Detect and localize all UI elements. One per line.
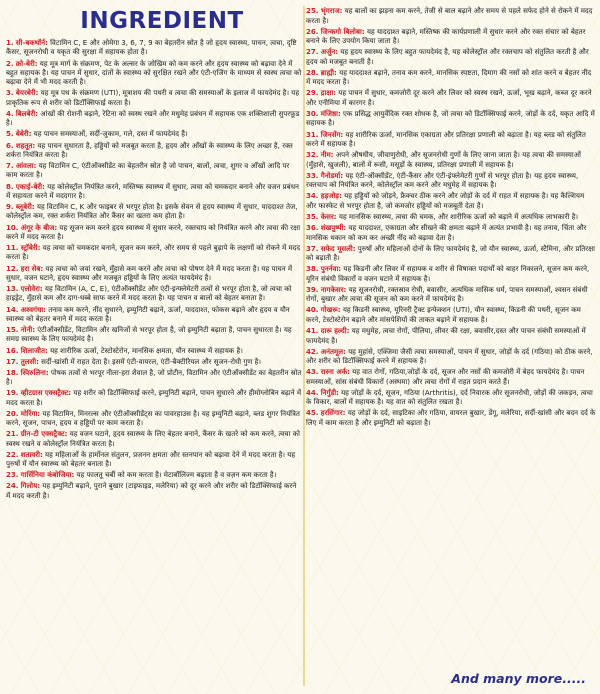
ingredient-number: 14. bbox=[6, 304, 19, 314]
ingredient-item bbox=[6, 346, 302, 355]
ingredient-description: यह फालतू चर्बी को कम करता है। मेटाबॉलिज्म बढ़ाता है व वज़न कम करता है। bbox=[74, 470, 277, 480]
ingredient-name: क्रो-बेरी: bbox=[15, 58, 38, 68]
ingredient-number: 35. bbox=[306, 211, 319, 221]
ingredient-item bbox=[306, 223, 596, 242]
ingredient-number: 22. bbox=[6, 449, 19, 459]
ingredient-name: शिलाजीत: bbox=[20, 345, 48, 355]
ingredient-number: 40. bbox=[306, 305, 319, 315]
ingredient-description: यह वजन घटाने, हृदय स्वास्थ्य के लिए बेहतर बनाने, कैंसर के खतरे को कम करने, त्वचा को स्वस्थ रखने व कोलेस्ट्रॉल नियंत्रित करता है। bbox=[6, 429, 300, 448]
ingredient-number: 2. bbox=[6, 58, 14, 68]
ingredient-name: जिन्कगो बिलोबा: bbox=[320, 26, 365, 36]
ingredient-name: द्राक्षा: bbox=[320, 88, 336, 98]
ingredient-item bbox=[6, 409, 302, 428]
ingredient-description: यह याददाश्त, एकाग्रता और सीखने की क्षमता बढ़ाने में अत्यंत प्रभावी है। यह तनाव, चिंता और मानसिक थकान को कम कर अच्छी नींद को बढ़ावा देता है। bbox=[306, 223, 587, 242]
ingredient-number: 19. bbox=[6, 388, 19, 398]
ingredient-item bbox=[306, 109, 596, 128]
ingredient-number: 12. bbox=[6, 263, 19, 273]
ingredient-name: शंखपुष्पी: bbox=[320, 223, 347, 233]
ingredient-name: शहतूत: bbox=[15, 140, 36, 150]
ingredient-number: 29. bbox=[306, 88, 319, 98]
ingredient-item bbox=[6, 470, 302, 479]
ingredient-number: 28. bbox=[306, 67, 319, 77]
ingredient-item bbox=[306, 150, 596, 169]
ingredient-number: 7. bbox=[6, 161, 14, 170]
ingredient-description: यह शारीरिक ऊर्जा, मानसिक एकाग्रता और प्रतिरक्षा प्रणाली को बढ़ाता है। यह ब्लड को संतुलित करने में सहायक है। bbox=[306, 129, 586, 149]
ingredient-item bbox=[306, 88, 596, 107]
ingredient-item bbox=[6, 141, 302, 160]
ingredient-item bbox=[306, 68, 596, 87]
ingredient-description: यह पाचन में सुधार, कमजोरी दूर करने और लिवर को स्वस्थ रखने, ऊर्जा, भूख बढ़ाने, कब्ज दूर करने और एनीमिया में कारगर है। bbox=[306, 88, 592, 107]
ingredient-item bbox=[6, 129, 302, 138]
ingredient-description: यह त्वचा को चमकदार बनाने, सूजन कम करने, और समय से पहले बुढ़ापे के लक्षणों को रोकने में मदद करता है। bbox=[6, 243, 301, 262]
ingredient-item bbox=[6, 88, 302, 107]
ingredient-description: पोषक तत्वों से भरपूर नीला-हरा शैवाल है, जो प्रोटीन, विटामिन और एंटीऑक्सीडेंट का बेहतरीन स्रोत है। bbox=[6, 367, 302, 387]
ingredient-name: भृंगराज: bbox=[320, 6, 343, 15]
ingredient-description: यह याददाश्त बढ़ाने, तनाव कम करने, मानसिक स्पष्टता, दिमाग की नसों को शांत करने व बेहतर नींद में मदद करता है। bbox=[306, 67, 592, 87]
ingredient-name: जिनसेंग: bbox=[320, 129, 344, 139]
ingredient-description: यह बालों का झड़ना कम करने, तेजी से बाल बढ़ाने और समय से पहले सफेद होने से रोकने में मदद करता है। bbox=[306, 6, 593, 25]
ingredient-item bbox=[306, 347, 596, 366]
right-column bbox=[306, 0, 596, 694]
ingredient-name: ब्राह्मी: bbox=[320, 67, 337, 77]
ingredient-name: शतावरी: bbox=[20, 449, 43, 459]
ingredient-description: यह इम्युनिटी बढ़ाने, पुराने बुखार (टाइफाइड, मलेरिया) को दूर करने और शरीर को डिटॉक्सिफाई करने में मदद करती है। bbox=[6, 481, 297, 500]
ingredient-number: 32. bbox=[306, 150, 319, 160]
ingredient-name: स्ट्रॉबेरी: bbox=[20, 243, 41, 252]
ingredient-item bbox=[306, 264, 596, 283]
ingredient-number: 10. bbox=[6, 222, 19, 232]
ingredient-number: 24. bbox=[6, 481, 19, 491]
ingredient-item bbox=[6, 368, 302, 387]
ingredient-name: गैनोडर्मा: bbox=[320, 170, 344, 180]
ingredient-description: यह वात रोगों, गठिया,जोड़ों के दर्द, सूजन और नसों की कमजोरी में बेहद फायदेमंद है। पाचन समस्याओं, सांस संबंधी विकारों (अस्थमा) और त्वचा रोगों में राहत प्रदान करते हैं। bbox=[306, 367, 585, 386]
ingredient-number: 15. bbox=[6, 325, 19, 334]
ingredient-number: 36. bbox=[306, 223, 319, 233]
ingredient-item bbox=[306, 285, 596, 304]
ingredient-item bbox=[306, 326, 596, 345]
ingredient-item bbox=[6, 59, 302, 87]
ingredient-item bbox=[306, 244, 596, 263]
ingredient-name: अनंतमूल: bbox=[320, 346, 346, 356]
ingredient-item bbox=[306, 27, 596, 46]
ingredient-item bbox=[6, 284, 302, 303]
ingredient-item bbox=[6, 325, 302, 344]
ingredient-name: एकाई-बेरी: bbox=[15, 181, 45, 191]
ingredient-name: गिलोय: bbox=[20, 481, 41, 491]
ingredient-number: 30. bbox=[306, 108, 319, 118]
ingredient-name: ब्लूबेरी: bbox=[15, 202, 35, 211]
ingredient-number: 3. bbox=[6, 88, 14, 98]
ingredient-item bbox=[306, 388, 596, 407]
ingredient-description: यह मधुमेह, त्वचा रोगों, पीलिया, लीवर की रक्षा, बवासीर,दस्त और पाचन संबंधी समस्याओं में फायदेमंद है। bbox=[306, 326, 586, 345]
ingredient-number: 21. bbox=[6, 429, 19, 439]
ingredient-description: यह विटामिन C, एंटीऑक्सीडेंट का बेहतरीन स्रोत है जो पाचन, बालों, त्वचा, शुगर व आँखों आदि पर काम करता है। bbox=[6, 161, 290, 180]
ingredient-name: केसर: bbox=[320, 211, 337, 221]
ingredient-name: दारू हल्दी: bbox=[320, 326, 350, 335]
ingredient-name: निर्गुंडी: bbox=[320, 387, 339, 397]
ingredient-number: 5. bbox=[6, 129, 14, 139]
ingredient-item bbox=[306, 6, 596, 25]
ingredient-number: 34. bbox=[306, 191, 319, 201]
ingredient-description: तनाव कम करने, नींद सुधारने, इम्युनिटी बढ़ाने, ऊर्जा, याददाश्त, फोकस बढ़ाने और हृदय व यौन स्वास्थ्य को बेहतर बनाने में मदद करता है। bbox=[6, 304, 290, 323]
ingredient-number: 33. bbox=[306, 170, 319, 180]
ingredient-number: 6. bbox=[6, 140, 14, 150]
ingredient-name: सफेद मूसली: bbox=[320, 243, 356, 253]
ingredient-name: ग्रीन-टी एक्सट्रैक्ट: bbox=[20, 429, 68, 439]
ingredient-description: यह विटामिन C, K और फाइबर से भरपूर होता है। इसके सेवन से हृदय स्वास्थ्य में सुधार, याददाश्त तेज, कोलेस्ट्रॉल कम, रक्त शर्करा नियंत्रित और कैंसर का खतरा कम होता है। bbox=[6, 202, 298, 221]
ingredient-item bbox=[6, 202, 302, 221]
ingredient-number: 41. bbox=[306, 326, 319, 335]
ingredient-name: नागकेसर: bbox=[320, 284, 347, 294]
ingredient-number: 20. bbox=[6, 408, 19, 418]
ingredient-description: यह पाचन समस्याओं, सर्दी-जुकाम, गले, दस्त में फायदेमंद है। bbox=[31, 129, 188, 139]
ingredient-item bbox=[6, 450, 302, 469]
ingredient-description: पुरुषों और महिलाओं दोनों के लिए फायदेमंद है, जो यौन स्वास्थ्य, ऊर्जा, स्टैमिना, और प्रतिरक्षा को बढ़ाती है। bbox=[306, 243, 596, 263]
ingredient-name: गोखरू: bbox=[320, 305, 341, 315]
ingredient-name: बिलबेरी: bbox=[15, 108, 39, 118]
ingredient-description: यह महिलाओं के हार्मोनल संतुलन, प्रजनन क्षमता और स्तनपान को बढ़ावा देने में मदद करता है। यह पुरुषों में यौन स्वास्थ्य को बेहतर बनाता है। bbox=[6, 449, 296, 469]
ingredient-description: यह जोड़ों के दर्द, साइटिका और गठिया, वायरल बुखार, डेंगू, मलेरिया, सर्दी-खांसी और बदन दर्द के लिए में काम करता है और इम्युनिटी को बढ़ाता है। bbox=[306, 408, 596, 427]
ingredient-name: मंजिष्ठा: bbox=[320, 108, 341, 118]
ingredient-item bbox=[306, 47, 596, 66]
ingredient-description: विटामिन C, E और ओमेगा 3, 6, 7, 9 का बेहतरीन स्रोत है जो हृदय स्वास्थ्य, पाचन, त्वचा, दृष्टि कैंसर, सूजनरोधी व यकृत की सुरक्षा में सहायक होता है। bbox=[6, 38, 297, 57]
ingredient-list-right bbox=[306, 6, 596, 427]
ingredient-item bbox=[6, 243, 302, 262]
ingredient-description: एक प्रसिद्ध आयुर्वेदिक रक्त शोधक है, जो त्वचा को डिटॉक्सिफाई करने, जोड़ों के दर्द, यकृत आदि में सहायक है। bbox=[306, 108, 595, 128]
ingredient-number: 26. bbox=[306, 26, 319, 36]
ingredient-item bbox=[306, 212, 596, 222]
ingredient-description: यह कोलेस्ट्रॉल नियंत्रित करने, मस्तिष्क स्वास्थ्य में सुधार, त्वचा को चमकदार बनाने और वजन प्रबंधन में सहायता करने में मददगार है। bbox=[6, 181, 299, 200]
ingredient-description: यह मुहांसे, एक्जिमा जैसी त्वचा समस्याओं, पाचन में सुधार, जोड़ों के दर्द (गठिया) को ठीक करने, और शरीर को डिटॉक्सिफाई करने में सहायक है। bbox=[306, 346, 593, 366]
ingredient-number: 44. bbox=[306, 387, 319, 397]
ingredient-name: नोनी: bbox=[20, 325, 36, 334]
ingredient-number: 13. bbox=[6, 284, 19, 293]
ingredient-description: यह विटामिन (A, C, E), एंटीऑक्सीडेंट और एंटी-इन्फ्लेमेटरी तत्वों से भरपूर होता है, जो त्वचा को हाइड्रेट, मुँहासे कम और दाग-धब्बे साफ करने में मदद करता है। यह पाचन व बालों को बेहतर बनाता है। bbox=[6, 284, 292, 303]
ingredient-number: 42. bbox=[306, 346, 319, 356]
ingredient-item bbox=[6, 182, 302, 201]
ingredient-number: 16. bbox=[6, 345, 19, 355]
ingredient-number: 45. bbox=[306, 408, 319, 418]
ingredient-name: बेयरबेरी: bbox=[15, 88, 39, 98]
ingredient-name: पुनर्नवा: bbox=[320, 264, 342, 274]
ingredient-number: 1. bbox=[6, 38, 14, 47]
ingredient-item bbox=[6, 305, 302, 324]
ingredient-number: 43. bbox=[306, 367, 319, 377]
ingredient-name: आंवला: bbox=[15, 161, 37, 170]
ingredient-number: 23. bbox=[6, 470, 19, 480]
ingredient-name: गार्सिनिया कंबोजिया: bbox=[20, 470, 75, 480]
ingredient-description: यह मूत्र मार्ग के संक्रमण, पेट के अल्सर के जोखिम को कम करने और हृदय स्वास्थ्य को बढ़ावा देने में बहुत सहायक है। यह पाचन में सुधार, दांतों के स्वास्थ्य को सुरक्षित रखने और एंटी-एजिंग के माध्यम से स्वस्थ त्वचा को बढ़ावा देने में भी मदद करती है। bbox=[6, 58, 302, 87]
ingredient-description: यह मूत्र पथ के संक्रमण (UTI), मूत्राशय की पथरी व त्वचा की समस्याओं के इलाज में फायदेमंद है। यह प्राकृतिक रूप से शरीर को डिटॉक्सिफाई करता है। bbox=[6, 88, 300, 107]
ingredient-name: अर्जुन: bbox=[320, 47, 339, 57]
ingredient-item bbox=[306, 305, 596, 324]
ingredient-list-left bbox=[6, 38, 302, 500]
ingredient-item bbox=[306, 191, 596, 210]
ingredient-number: 31. bbox=[306, 129, 319, 139]
ingredient-name: बेबेरी: bbox=[15, 129, 32, 139]
ingredient-number: 8. bbox=[6, 181, 14, 191]
ingredient-description: यह एंटी-ऑक्सीडेंट, एंटी-कैंसर और एंटी-इंफ्लेमेटरी गुणों से भरपूर होता है। यह हृदय स्वास्थ्य, रक्तचाप को नियंत्रित करने, कोलेस्ट्रॉल कम करने और मधुमेह में सहायक है। bbox=[306, 170, 579, 190]
ingredient-name: अंगूर के बीज: bbox=[20, 222, 58, 232]
ingredient-item bbox=[6, 388, 302, 407]
ingredient-description: यह हड्डियों को जोड़ने, फ्रैक्चर ठीक करने और जोड़ों के दर्द में राहत में सहायक है। यह कैल्शियम और फास्फेट से भरपूर होता है, जो कमजोर हड्डियों को मजबूती देता है। bbox=[306, 191, 585, 210]
ingredient-number: 37. bbox=[306, 243, 319, 253]
ingredient-item bbox=[306, 130, 596, 149]
ingredient-description: अपने औषधीय, जीवाणुरोधी, और सूजनरोधी गुणों के लिए जाना जाता है। यह त्वचा की समस्याओं (मुँहासे, खुजली), बालों में रूसी, मसूड़ों के स्वास्थ्य, प्रतिरक्षा प्रणाली में सहायक है। bbox=[306, 150, 581, 169]
ingredient-description: यह शारीरिक ऊर्जा, टेस्टोस्टेरोन, मानसिक क्षमता, यौन स्वास्थ्य में सहायक है। bbox=[47, 345, 243, 355]
ingredient-description: यह शरीर को डिटॉक्सिफाई करने, इम्युनिटी बढ़ाने, पाचन सुधारने और हीमोग्लोबिन बढ़ाने में मदद करता है। bbox=[6, 388, 302, 407]
footer-more-text: And many more..... bbox=[451, 671, 586, 686]
ingredient-description: सर्दी-खांसी में राहत देता है। इसमें एंटी-वायरल, एंटी-बैक्टीरियल और सूजन-रोधी गुण है। bbox=[38, 356, 262, 366]
ingredient-item bbox=[306, 367, 596, 386]
page-title: INGREDIENT bbox=[80, 8, 244, 34]
ingredient-number: 9. bbox=[6, 202, 14, 211]
ingredient-number: 4. bbox=[6, 108, 14, 118]
ingredient-item bbox=[6, 264, 302, 283]
ingredient-item bbox=[6, 109, 302, 128]
ingredient-description: यह हृदय स्वास्थ्य के लिए बहुत फायदेमंद है, यह कोलेस्ट्रॉल और रक्तचाप को संतुलित करती है और हृदय को मजबूत बनाती है। bbox=[306, 47, 589, 66]
ingredient-name: सी-बकथॉर्न: bbox=[15, 38, 48, 47]
ingredient-item bbox=[6, 223, 302, 242]
ingredient-description: यह मानसिक स्वास्थ्य, त्वचा की चमक, और शारीरिक ऊर्जा को बढ़ाने में अत्यधिक लाभकारी है। bbox=[336, 211, 579, 221]
ingredient-item bbox=[6, 481, 302, 500]
ingredient-description: यह विटामिन, मिनरल्स और एंटीऑक्सीडेंट्स का पावरहाउस है। यह इम्युनिटी बढ़ाने, ब्लड शुगर नियंत्रित करने, सूजन, पाचन, हृदय व हड्डियों पर काम करता है। bbox=[6, 408, 300, 428]
ingredient-description: यह त्वचा को जवां रखने, मुँहासे कम करने और त्वचा को पोषण देने में मदद करता है। यह पाचन में सुधार, वजन घटाने, हृदय स्वास्थ्य और मजबूत हड्डियों के लिए अत्यंत फायदेमंद है। bbox=[6, 263, 293, 282]
ingredient-description: एंटीऑक्सीडेंट, विटामिन और खनिजों से भरपूर होता है, जो इम्युनिटी बढ़ाता है, पाचन सुधारता है। यह समग्र स्वास्थ्य के लिए फायदेमंद है। bbox=[6, 325, 292, 344]
ingredient-name: नीम: bbox=[320, 150, 334, 160]
ingredient-name: स्पिरुलिना: bbox=[20, 367, 49, 377]
ingredient-description: यह सूजन कम करने हृदय स्वास्थ्य में सुधार करने, रक्तचाप को नियंत्रित करने और त्वचा की रक्षा करने में मदद करता है। bbox=[6, 222, 301, 241]
ingredient-name: अश्वगंधा: bbox=[20, 304, 46, 314]
ingredient-number: 38. bbox=[306, 264, 319, 274]
ingredient-description: यह किडनी और लिवर में सहायक व शरीर से विषाक्त पदार्थों को बाहर निकालने, सूजन कम करने, यूरिन संबंधी विकारों व वजन घटाने में सहायक है। bbox=[306, 264, 590, 283]
ingredient-description: यह किडनी स्वास्थ्य, यूरिनरी ट्रैक्ट इन्फेक्शन (UTI), यौन स्वास्थ्य, किडनी की पथरी, सूजन कम करने, टेस्टोस्टेरोन बढ़ाने और मांसपेशियों की ताकत बढ़ाने में सहायक है। bbox=[306, 305, 581, 324]
column-divider bbox=[303, 6, 305, 686]
ingredient-name: व्हीटग्रास एक्सट्रैक्ट: bbox=[20, 388, 72, 398]
ingredient-name: तुलसी: bbox=[20, 356, 39, 366]
ingredient-item bbox=[306, 171, 596, 190]
ingredient-number: 18. bbox=[6, 367, 19, 377]
ingredient-number: 39. bbox=[306, 284, 319, 294]
ingredient-description: यह पाचन सुधारता है, हड्डियों को मजबूत करता है, हृदय और आँखों के स्वास्थ्य के लिए अच्छा है, रक्त शर्करा नियंत्रित करता है। bbox=[6, 140, 293, 159]
ingredient-item bbox=[6, 429, 302, 448]
ingredient-description: यह सूजनरोधी, रक्तस्राव रोधी, बवासीर, अत्यधिक मासिक धर्म, पाचन समस्याओं, श्वसन संबंधी रोगों, बुखार और त्वचा की सूजन को कम करने में फायदेमंद है। bbox=[306, 284, 588, 304]
ingredient-name: हरसिंगार: bbox=[320, 408, 346, 418]
ingredient-description: यह याददाश्त बढ़ाने, मस्तिष्क की कार्यप्रणाली में सुधार करने और रक्त संचार को बेहतर बनाने के लिए उपयोग किया जाता है। bbox=[306, 26, 586, 46]
ingredient-item bbox=[306, 408, 596, 427]
ingredient-item bbox=[6, 357, 302, 366]
ingredient-name: हरा सेब: bbox=[20, 263, 44, 273]
ingredient-description: आंखों की रोशनी बढ़ाने, रेटिना को स्वस्थ रखने और मधुमेह प्रबंधन में सहायक एक शक्तिशाली सुपरफ़ूड है। bbox=[6, 108, 300, 128]
ingredient-name: रास्ना अर्क: bbox=[320, 367, 350, 377]
ingredient-name: एलोवेरा: bbox=[20, 284, 43, 293]
ingredient-number: 25. bbox=[306, 6, 319, 15]
ingredient-name: मोरिंगा: bbox=[20, 408, 41, 418]
left-column bbox=[6, 0, 302, 694]
ingredient-item bbox=[6, 161, 302, 180]
ingredient-number: 11. bbox=[6, 243, 19, 252]
ingredient-name: हड़जोड़: bbox=[320, 191, 342, 201]
ingredient-number: 27. bbox=[306, 47, 319, 57]
ingredient-description: यह जोड़ों के दर्द, सूजन, गठिया (Arthritis), दर्द निवारक और सूजनरोधी, जोड़ों की जकड़न, त्वचा के विकार, बालों में सहायक है। यह वात को संतुलित रखता है। bbox=[306, 387, 593, 407]
ingredient-number: 17. bbox=[6, 356, 19, 366]
ingredient-item bbox=[6, 38, 302, 57]
